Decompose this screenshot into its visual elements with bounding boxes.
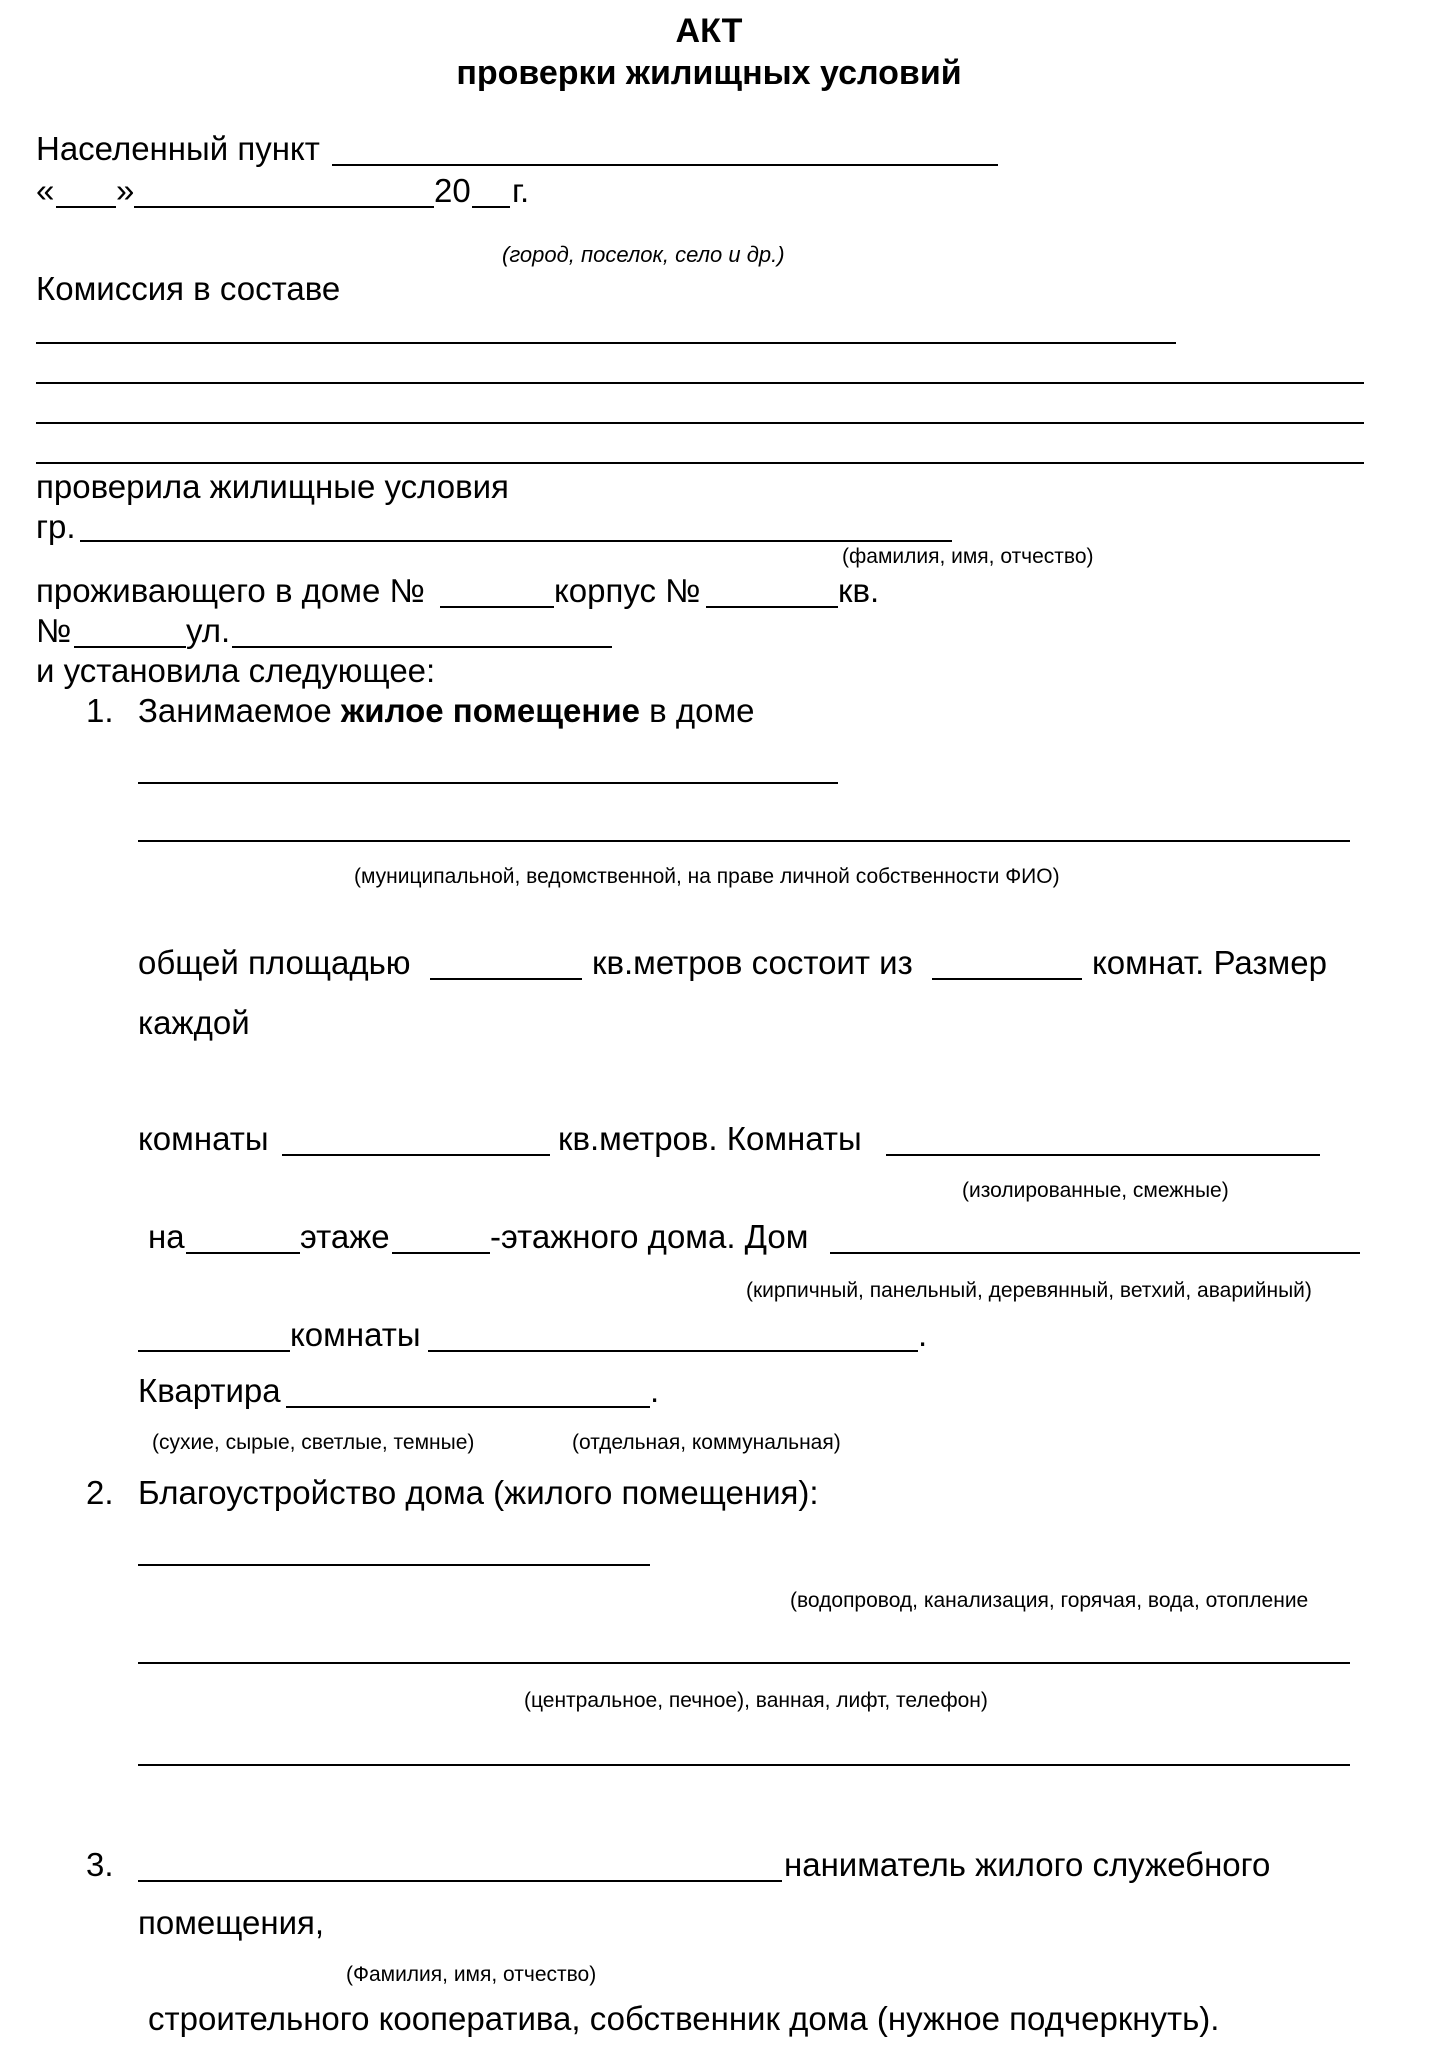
- item1-owner-field[interactable]: [138, 840, 1350, 842]
- building-label: корпус №: [554, 572, 701, 609]
- item2-line-1[interactable]: [138, 1564, 650, 1566]
- building-number-field[interactable]: [706, 606, 838, 608]
- apartment-period: .: [650, 1372, 660, 1409]
- floor-label: этаже: [300, 1218, 390, 1255]
- item3-fio-hint: (Фамилия, имя, отчество): [346, 1963, 597, 1986]
- established-label: и установила следующее:: [36, 652, 436, 689]
- date-month-field[interactable]: [134, 206, 434, 208]
- floor-field[interactable]: [186, 1252, 300, 1254]
- commission-line-3[interactable]: [36, 422, 1364, 424]
- type-hint: (отдельная, коммунальная): [572, 1431, 841, 1454]
- item1-house-field[interactable]: [138, 782, 838, 784]
- item3-text-3: строительного кооператива, собственник дома (нужное подчеркнуть).: [148, 2000, 1220, 2037]
- apartment-type-field[interactable]: [286, 1406, 650, 1408]
- apartment-word: Квартира: [138, 1372, 281, 1409]
- citizen-name-field[interactable]: [80, 540, 952, 542]
- commission-line-4[interactable]: [36, 462, 1364, 464]
- checked-label: проверила жилищные условия: [36, 468, 509, 505]
- house-label: проживающего в доме №: [36, 572, 425, 609]
- rooms-count-field[interactable]: [932, 978, 1082, 980]
- item3-text-1: наниматель жилого служебного: [784, 1846, 1271, 1883]
- locality-hint: (город, поселок, село и др.): [502, 242, 785, 267]
- item2-text: Благоустройство дома (жилого помещения):: [138, 1474, 819, 1511]
- rooms2-count-field[interactable]: [138, 1350, 290, 1352]
- commission-line-2[interactable]: [36, 382, 1364, 384]
- locality-field[interactable]: [332, 164, 998, 166]
- storeys-field[interactable]: [392, 1252, 490, 1254]
- house-hint: (кирпичный, панельный, деревянный, ветхий, аварийный): [746, 1279, 1312, 1302]
- citizen-prefix: гр.: [36, 508, 76, 545]
- rooms2-condition-field[interactable]: [428, 1350, 918, 1352]
- room-label: комнаты: [138, 1120, 269, 1157]
- document-subtitle: проверки жилищных условий: [456, 54, 962, 92]
- commission-line-1[interactable]: [36, 342, 1176, 344]
- house-type-field[interactable]: [830, 1252, 1360, 1254]
- date-day-field[interactable]: [56, 206, 116, 208]
- room-size-field[interactable]: [282, 1154, 550, 1156]
- date-open-quote: «: [36, 172, 55, 209]
- apartment-number-field[interactable]: [74, 646, 186, 648]
- item1-text-after: в доме: [649, 692, 755, 729]
- storey-house-label: -этажного дома. Дом: [490, 1218, 809, 1255]
- item3-text-2: помещения,: [138, 1904, 325, 1941]
- item1-text-before: Занимаемое: [138, 692, 332, 729]
- date-year-prefix: 20: [434, 172, 471, 209]
- date-year-field[interactable]: [472, 206, 510, 208]
- apartment-number-label: №: [36, 612, 72, 649]
- rooms2-label: комнаты: [290, 1316, 421, 1353]
- rooms2-period: .: [918, 1316, 928, 1353]
- rooms-size-label: комнат. Размер: [1092, 944, 1327, 981]
- on-label: на: [148, 1218, 185, 1255]
- condition-hint: (сухие, сырые, светлые, темные): [152, 1431, 475, 1454]
- locality-label: Населенный пункт: [36, 130, 320, 167]
- date-close-quote: »: [116, 172, 135, 209]
- area-field[interactable]: [430, 978, 582, 980]
- sqm-rooms-label: кв.метров. Комнаты: [558, 1120, 862, 1157]
- document-title: АКТ: [675, 12, 743, 50]
- area-label: общей площадью: [138, 944, 411, 981]
- item3-number: 3.: [86, 1846, 114, 1883]
- item1-text: [138, 694, 755, 727]
- street-field[interactable]: [232, 646, 612, 648]
- sqm-consists-label: кв.метров состоит из: [592, 944, 913, 981]
- item1-text-bold: жилое помещение: [340, 692, 640, 729]
- each-label: каждой: [138, 1004, 250, 1041]
- item1-number: 1.: [86, 692, 114, 729]
- rooms-type-field[interactable]: [886, 1154, 1320, 1156]
- rooms-hint: (изолированные, смежные): [962, 1179, 1229, 1202]
- commission-label: Комиссия в составе: [36, 270, 341, 307]
- ownership-hint: (муниципальной, ведомственной, на праве личной собственности ФИО): [354, 865, 1060, 888]
- apartment-label: кв.: [838, 572, 880, 609]
- item2-hint-1: (водопровод, канализация, горячая, вода, отопление: [790, 1589, 1309, 1612]
- item2-number: 2.: [86, 1474, 114, 1511]
- item2-line-2[interactable]: [138, 1662, 1350, 1664]
- item2-line-3[interactable]: [138, 1764, 1350, 1766]
- item3-name-field[interactable]: [138, 1880, 782, 1882]
- citizen-hint: (фамилия, имя, отчество): [842, 545, 1094, 568]
- date-year-suffix: г.: [512, 172, 530, 209]
- house-number-field[interactable]: [440, 606, 554, 608]
- item2-hint-2: (центральное, печное), ванная, лифт, телефон): [524, 1689, 988, 1712]
- street-label: ул.: [186, 612, 231, 649]
